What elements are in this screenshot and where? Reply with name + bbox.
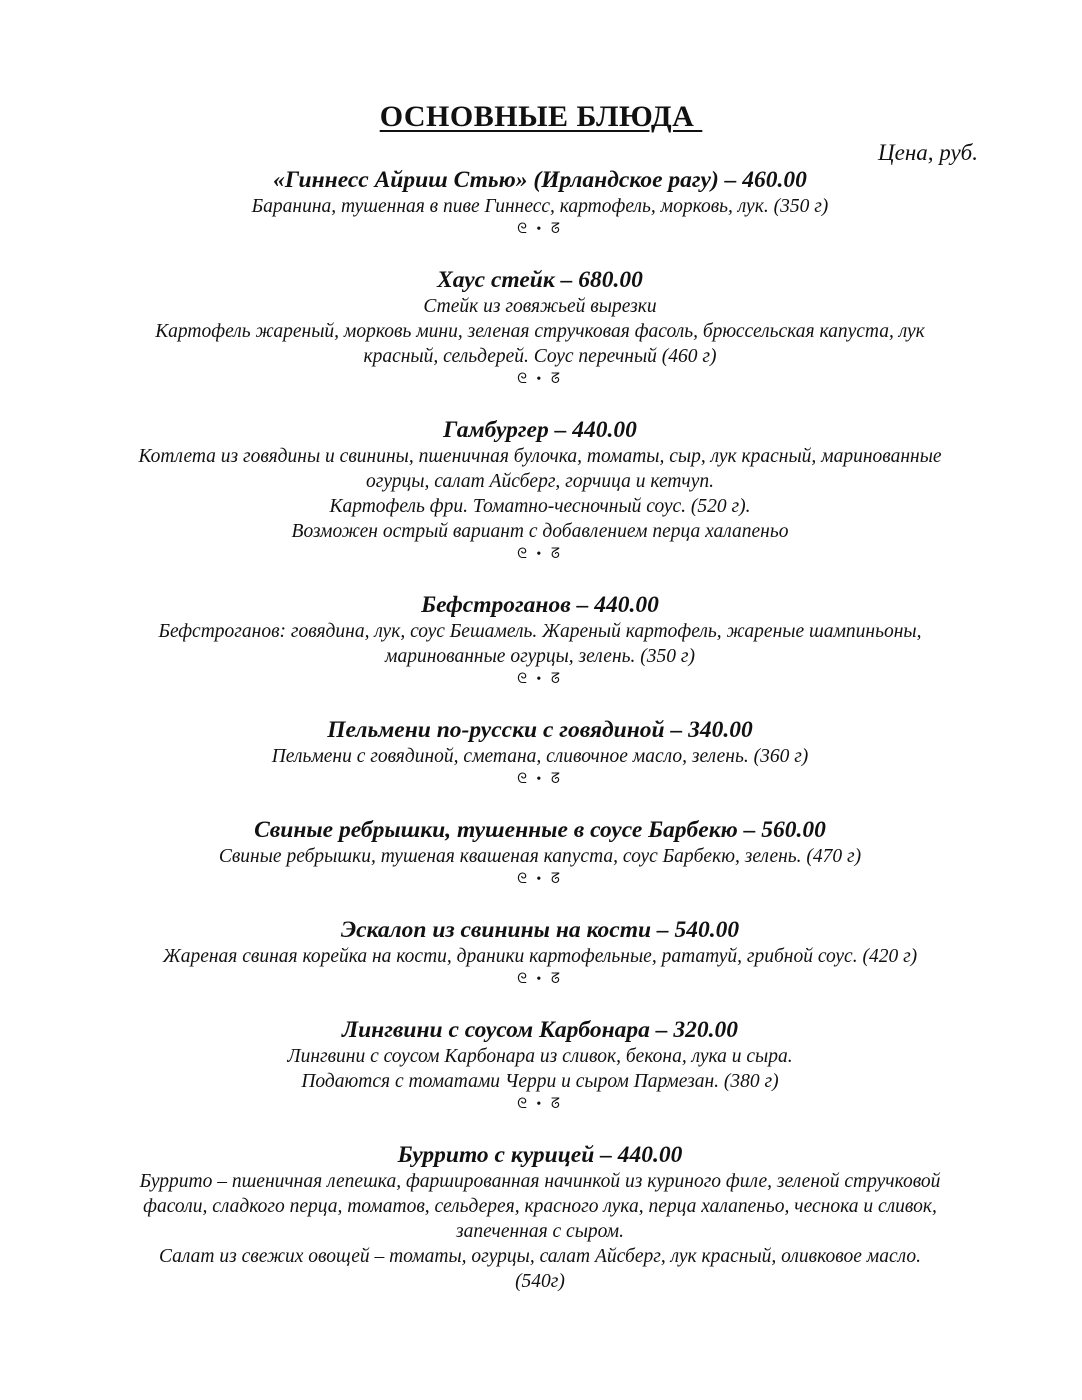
dish-description: Подаются с томатами Черри и сыром Пармезан. (380 г)	[301, 1071, 779, 1092]
ornament-divider-icon: ᘓ • ᘔ	[517, 772, 563, 787]
ornament-divider-icon: ᘓ • ᘔ	[517, 372, 563, 387]
dish-list	[90, 166, 990, 1320]
dish-name: «Гиннесс Айриш Стью» (Ирландское рагу) – 460.00	[273, 167, 807, 193]
dish-name: Лингвини с соусом Карбонара – 320.00	[341, 1017, 739, 1043]
dish-name: Буррито с курицей – 440.00	[397, 1142, 683, 1168]
dish-description: Картофель жареный, морковь мини, зеленая стручковая фасоль, брюссельская капуста, лук	[155, 321, 925, 342]
ornament-divider-icon: ᘓ • ᘔ	[517, 222, 563, 237]
dish-description: Котлета из говядины и свинины, пшеничная булочка, томаты, сыр, лук красный, маринованные	[138, 446, 942, 467]
dish-description: маринованные огурцы, зелень. (350 г)	[385, 646, 695, 667]
ornament-divider-icon: ᘓ • ᘔ	[517, 547, 563, 562]
dish-description: огурцы, салат Айсберг, горчица и кетчуп.	[365, 471, 715, 492]
dish-item	[90, 916, 990, 990]
dish-description: Жареная свиная корейка на кости, драники картофельные, рататуй, грибной соус. (420 г)	[162, 946, 918, 967]
ornament-divider-icon: ᘓ • ᘔ	[517, 672, 563, 687]
dish-description: Буррито – пшеничная лепешка, фаршированная начинкой из куриного филе, зеленой стручковой	[139, 1171, 941, 1192]
dish-description: Бефстроганов: говядина, лук, соус Бешамель. Жареный картофель, жареные шампиньоны,	[158, 621, 922, 642]
dish-name: Свиные ребрышки, тушенные в соусе Барбекю – 560.00	[254, 817, 826, 843]
dish-description: Баранина, тушенная в пиве Гиннесс, картофель, морковь, лук. (350 г)	[251, 196, 829, 217]
dish-item	[90, 591, 990, 690]
ornament-divider-icon: ᘓ • ᘔ	[517, 972, 563, 987]
price-column-label: Цена, руб.	[878, 140, 978, 165]
dish-name: Эскалоп из свинины на кости – 540.00	[340, 917, 740, 943]
dish-description: запеченная с сыром.	[456, 1221, 624, 1242]
dish-description: Свиные ребрышки, тушеная квашеная капуста, соус Барбекю, зелень. (470 г)	[218, 846, 862, 867]
dish-item	[90, 416, 990, 565]
dish-item	[90, 716, 990, 790]
dish-description: красный, сельдерей. Соус перечный (460 г)	[363, 346, 717, 367]
dish-description: (540г)	[515, 1271, 565, 1292]
dish-description: Салат из свежих овощей – томаты, огурцы, салат Айсберг, лук красный, оливковое масло.	[159, 1246, 921, 1267]
dish-description: фасоли, сладкого перца, томатов, сельдерея, красного лука, перца халапеньо, чеснока и сливок,	[143, 1196, 937, 1217]
dish-name: Гамбургер – 440.00	[443, 417, 637, 443]
dish-description: Лингвини с соусом Карбонара из сливок, бекона, лука и сыра.	[287, 1046, 793, 1067]
page-title: ОСНОВНЫЕ БЛЮДА	[379, 100, 703, 133]
dish-name: Пельмени по-русски с говядиной – 340.00	[327, 717, 753, 743]
dish-item	[90, 1016, 990, 1115]
dish-item	[90, 166, 990, 240]
dish-name: Бефстроганов – 440.00	[421, 592, 659, 618]
dish-item	[90, 1141, 990, 1294]
dish-item	[90, 816, 990, 890]
dish-description: Пельмени с говядиной, сметана, сливочное масло, зелень. (360 г)	[271, 746, 809, 767]
ornament-divider-icon: ᘓ • ᘔ	[517, 872, 563, 887]
dish-name: Хаус стейк – 680.00	[437, 267, 643, 293]
ornament-divider-icon: ᘓ • ᘔ	[517, 1097, 563, 1112]
dish-description: Возможен острый вариант с добавлением перца халапеньо	[291, 521, 789, 542]
dish-item	[90, 266, 990, 390]
dish-description: Стейк из говяжьей вырезки	[423, 296, 657, 317]
dish-description: Картофель фри. Томатно-чесночный соус. (520 г).	[329, 496, 751, 517]
